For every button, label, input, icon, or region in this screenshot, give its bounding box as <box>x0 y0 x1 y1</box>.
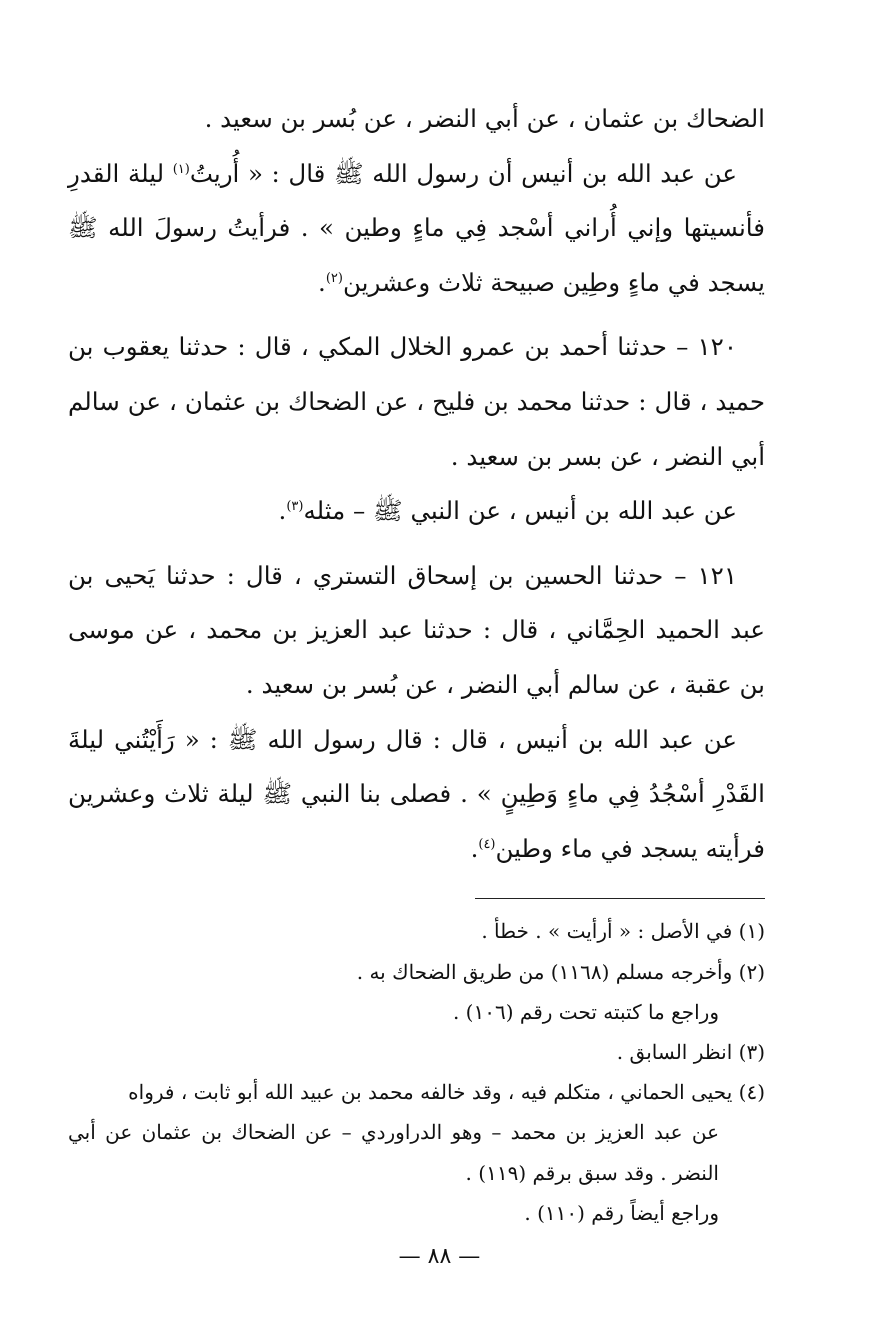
hadith-1-end: . <box>318 267 326 297</box>
footnote-4: (٤) يحيى الحماني ، متكلم فيه ، وقد خالفه محمد بن عبيد الله أبو ثابت ، فرواه <box>128 1080 765 1105</box>
paragraph-hadith-1 <box>68 147 765 311</box>
hadith-120-text: عن عبد الله بن أنيس ، عن النبي ﷺ – مثله <box>303 496 737 526</box>
hadith-1-text-b: ليلة القدرِ فأنسيتها وإني أُراني أسْجد فِي ماءٍ وطين » . فرأيتُ رسولَ الله ﷺ يسجد في ماءٍ وطِين صبيحة ثلاث وعشرين <box>68 158 765 297</box>
page-number: — ٨٨ — <box>398 1244 481 1269</box>
paragraph-chain-120: ١٢٠ – حدثنا أحمد بن عمرو الخلال المكي ، قال : حدثنا يعقوب بن حميد ، قال : حدثنا محمد بن فليح ، عن الضحاك بن عثمان ، عن سالم أبي النضر ، عن بسر بن سعيد . <box>68 332 765 471</box>
hadith-121-text: عن عبد الله بن أنيس ، قال : قال رسول الله ﷺ : « رَأَيْتُني ليلةَ القَدْرِ أسْجُدُ فِي ماءٍ وَطِينٍ » . فصلى بنا النبي ﷺ ليلة ثلاث وعشرين فرأيته يسجد في ماء وطين <box>68 724 765 863</box>
footnote-4-continuation-2: وراجع أيضاً رقم (١١٠) . <box>524 1200 719 1225</box>
main-text <box>68 92 765 876</box>
footnote-ref-4: (٤) <box>478 836 496 852</box>
footnote-3: (٣) انظر السابق . <box>616 1039 765 1064</box>
footnote-ref-1: (١) <box>172 161 190 177</box>
footnote-2: (٢) وأخرجه مسلم (١١٦٨) من طريق الضحاك به . <box>356 959 765 984</box>
footnote-1: (١) في الأصل : « أرأيت » . خطأ . <box>481 919 765 944</box>
hadith-120-end: . <box>278 496 287 526</box>
footnote-2-continuation: وراجع ما كتبته تحت رقم (١٠٦) . <box>452 999 719 1024</box>
paragraph-chain-121: ١٢١ – حدثنا الحسين بن إسحاق التستري ، قال : حدثنا يَحيى بن عبد الحميد الحِمَّاني ، قال : حدثنا عبد العزيز بن محمد ، عن موسى بن عقبة ، عن سالم أبي النضر ، عن بُسر بن سعيد . <box>68 560 765 699</box>
footnote-4-continuation: عن عبد العزيز بن محمد – وهو الدراوردي – عن الضحاك بن عثمان عن أبي النضر . وقد سبق برقم (١١٩) . <box>68 1120 719 1185</box>
footnotes <box>68 911 765 1233</box>
footnote-ref-2: (٢) <box>325 270 343 286</box>
paragraph-hadith-120 <box>68 484 765 539</box>
hadith-1-text-a: عن عبد الله بن أنيس أن رسول الله ﷺ قال : « أُريتُ <box>189 158 737 188</box>
hadith-121-end: . <box>470 833 479 863</box>
book-page <box>68 92 765 1233</box>
footnote-separator <box>475 898 765 899</box>
paragraph-hadith-121 <box>68 713 765 877</box>
footnote-ref-3: (٣) <box>286 499 304 514</box>
paragraph-chain-end: الضحاك بن عثمان ، عن أبي النضر ، عن بُسر بن سعيد . <box>204 104 765 133</box>
